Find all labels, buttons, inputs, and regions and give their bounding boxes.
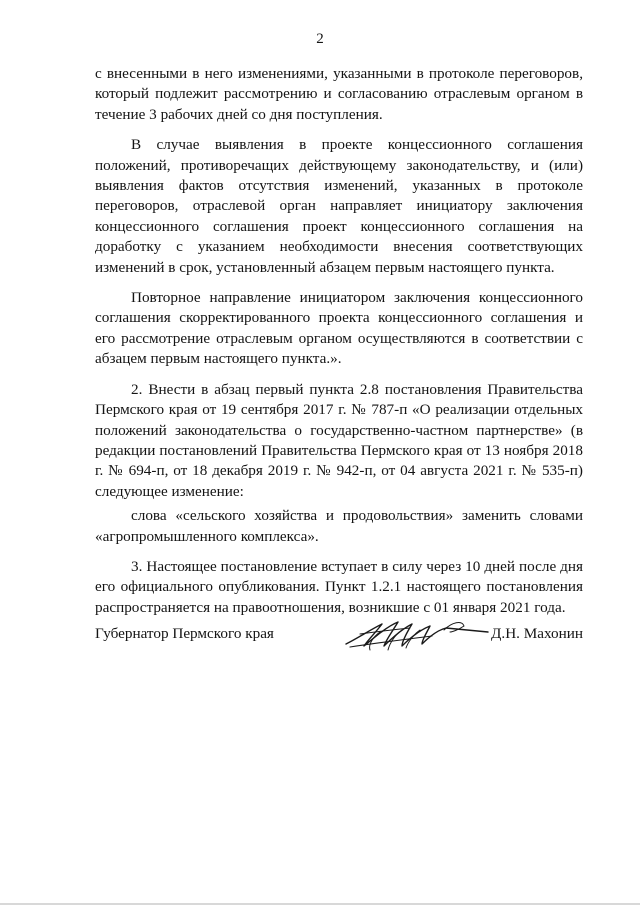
signatory-title: Губернатор Пермского края: [95, 625, 274, 642]
paragraph-repeated-submission: Повторное направление инициатором заключения концессионного соглашения скорректированного проекта концессионного соглашения и его рассмотрение отраслевым органом осуществляются в соответствии с абзацем первым настоящего пункта.».: [95, 289, 583, 368]
page-number: 2: [316, 31, 324, 47]
paragraph-item-3: 3. Настоящее постановление вступает в силу через 10 дней после дня его официального опубликования. Пункт 1.2.1 настоящего постановления распространяется на правоотношения, возникшие с 01 января 2021 года.: [95, 557, 583, 616]
handwritten-signature: [340, 614, 490, 656]
signature-block: [95, 622, 583, 662]
paragraph-item-2: 2. Внести в абзац первый пункта 2.8 постановления Правительства Пермского края от 19 сентября 2017 г. № 787-п «О реализации отдельных положений законодательства о государственно-частном партнерстве» (в редакции постановлений Правительства Пермского края от 13 ноября 2018 г. № 694-п, от 18 декабря 2019 г. № 942-п, от 04 августа 2021 г. № 535-п) следующее изменение:: [95, 380, 583, 500]
paragraph-revision-return: В случае выявления в проекте концессионного соглашения положений, противоречащих действующему законодательству, и (или) выявления фактов отсутствия изменений, указанных в протоколе переговоров, отраслевой орган направляет инициатору заключения концессионного соглашения проект концессионного соглашения на доработку с указанием необходимости внесения соответствующих изменений в срок, установленный абзацем первым настоящего пункта.: [95, 136, 583, 276]
paragraph-word-replacement: слова «сельского хозяйства и продовольствия» заменить словами «агропромышленного комплекса».: [95, 507, 583, 545]
paragraph-continuation: с внесенными в него изменениями, указанными в протоколе переговоров, который подлежит рассмотрению и согласованию отраслевым органом в течение 3 рабочих дней со дня поступления.: [95, 65, 583, 123]
document-body: [95, 64, 583, 628]
signatory-name: Д.Н. Махонин: [491, 625, 583, 642]
